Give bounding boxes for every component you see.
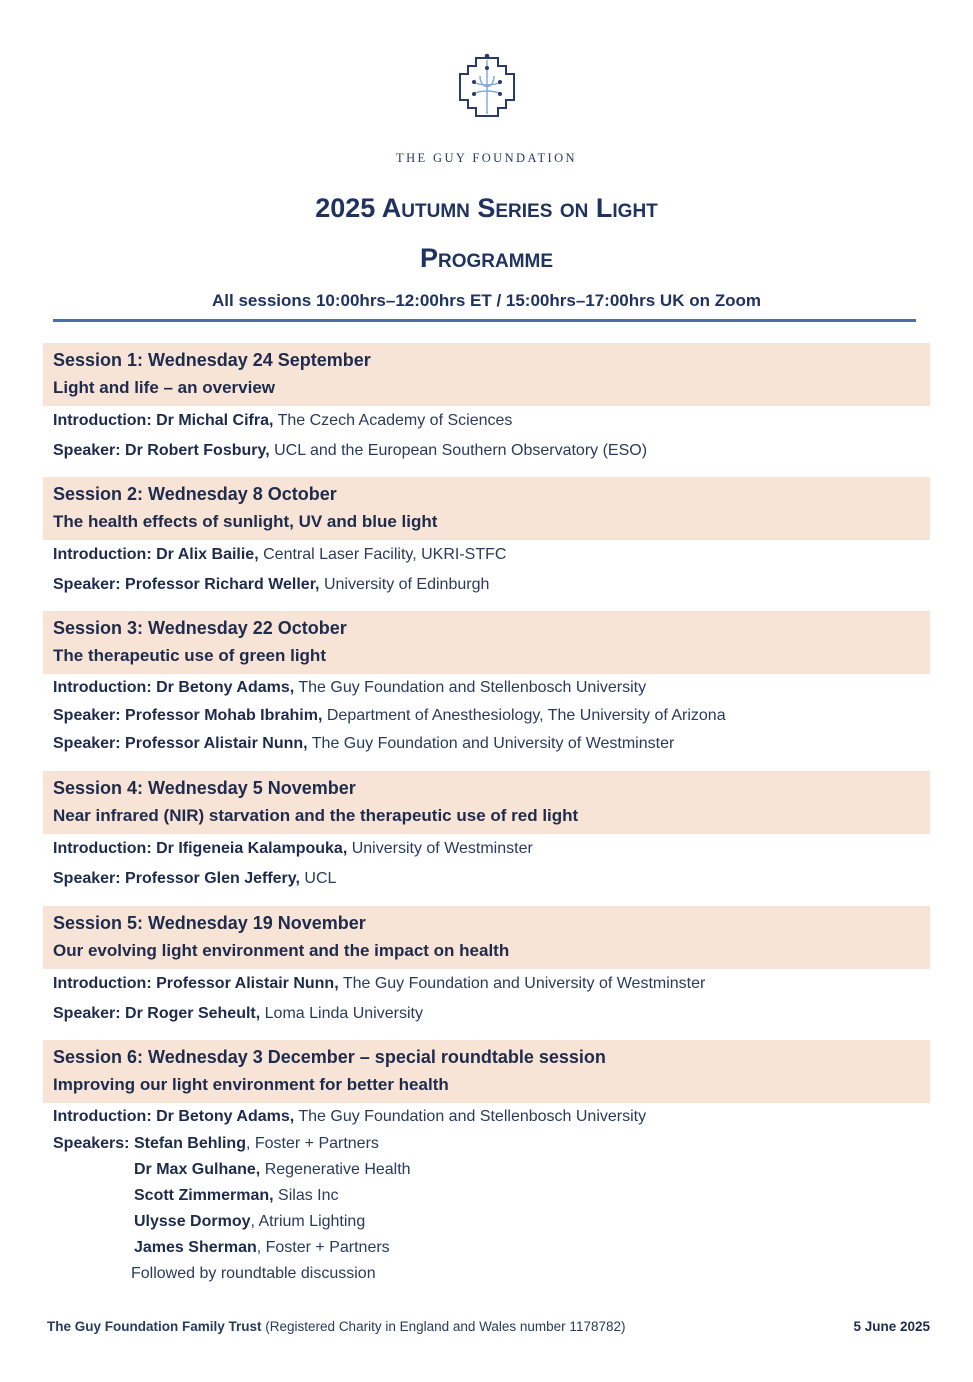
organization-name: THE GUY FOUNDATION [396,151,577,165]
page-title: 2025 Autumn Series on Light [315,193,658,223]
session-header [43,906,930,969]
session-date: Session 2: Wednesday 8 October [53,484,337,504]
introduction-line: Introduction: Dr Ifigeneia Kalampouka, University of Westminster [53,840,533,857]
speaker-line: Speaker: Dr Robert Fosbury, UCL and the European Southern Observatory (ESO) [53,442,648,459]
session-block [43,477,930,600]
speaker-line: Speaker: Professor Mohab Ibrahim, Department of Anesthesiology, The University of Arizona [53,707,726,724]
title-divider [53,319,916,322]
session-date: Session 5: Wednesday 19 November [53,913,366,933]
speaker-line: Speaker: Professor Glen Jeffery, UCL [53,870,337,887]
session-topic: The therapeutic use of green light [53,646,326,665]
session-header [43,1040,930,1103]
session-topic: The health effects of sunlight, UV and blue light [53,512,438,531]
session-date: Session 1: Wednesday 24 September [53,350,371,370]
session-header [43,771,930,834]
session-header [43,477,930,540]
introduction-line: Introduction: Professor Alistair Nunn, The Guy Foundation and University of Westminster [53,975,706,992]
session-topic: Light and life – an overview [53,378,275,397]
speaker-line: Speaker: Professor Alistair Nunn, The Guy Foundation and University of Westminster [53,735,675,752]
introduction-line: Introduction: Dr Alix Bailie, Central Laser Facility, UKRI-STFC [53,546,507,563]
guy-foundation-logo-icon [452,50,522,124]
session-date: Session 4: Wednesday 5 November [53,778,356,798]
session-date: Session 6: Wednesday 3 December – special roundtable session [53,1047,606,1067]
page-subtitle: Programme [419,243,554,273]
session-header [43,343,930,406]
closing-line: Followed by roundtable discussion [131,1265,376,1282]
session-header [43,611,930,674]
introduction-line: Introduction: Dr Michal Cifra, The Czech Academy of Sciences [53,412,513,429]
logo-area [0,50,973,129]
speaker-line: Scott Zimmerman, Silas Inc [134,1187,339,1204]
introduction-line: Introduction: Dr Betony Adams, The Guy Foundation and Stellenbosch University [53,679,647,696]
speaker-line: Speaker: Professor Richard Weller, University of Edinburgh [53,576,490,593]
session-date: Session 3: Wednesday 22 October [53,618,347,638]
session-topic: Improving our light environment for better health [53,1075,449,1094]
speaker-line: Ulysse Dormoy, Atrium Lighting [134,1213,366,1230]
speaker-line: Speakers: Stefan Behling, Foster + Partners [53,1135,379,1152]
session-times: All sessions 10:00hrs–12:00hrs ET / 15:00hrs–17:00hrs UK on Zoom [212,291,761,310]
session-block [43,771,930,894]
speaker-line: Dr Max Gulhane, Regenerative Health [134,1161,411,1178]
session-topic: Near infrared (NIR) starvation and the therapeutic use of red light [53,806,579,825]
footer-charity: The Guy Foundation Family Trust (Registered Charity in England and Wales number 1178782) [47,1319,626,1334]
session-block [43,906,930,1029]
speaker-line: Speaker: Dr Roger Seheult, Loma Linda University [53,1005,423,1022]
introduction-line: Introduction: Dr Betony Adams, The Guy Foundation and Stellenbosch University [53,1108,647,1125]
footer-date: 5 June 2025 [853,1319,930,1334]
session-block [43,343,930,466]
speaker-line: James Sherman, Foster + Partners [134,1239,390,1256]
session-block [43,1040,930,1287]
session-block [43,611,930,758]
session-topic: Our evolving light environment and the impact on health [53,941,510,960]
